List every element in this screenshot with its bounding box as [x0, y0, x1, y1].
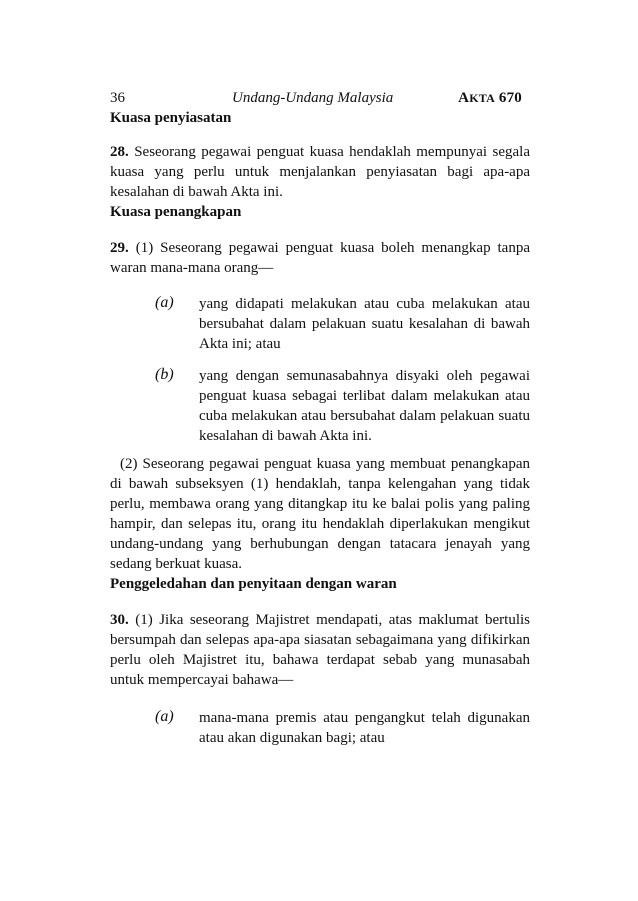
- book-title: Undang-Undang Malaysia: [232, 90, 394, 106]
- section-28-number: 28.: [110, 144, 129, 160]
- item-label: (b): [155, 366, 174, 383]
- act-word-small-caps: KTA: [469, 91, 495, 105]
- section-30-heading: Penggeledahan dan penyitaan dengan waran: [110, 576, 397, 592]
- act-word-first-letter: A: [458, 90, 470, 106]
- page-number: 36: [110, 90, 125, 106]
- section-30-item-a: [155, 708, 530, 748]
- section-29-heading: Kuasa penangkapan: [110, 204, 242, 220]
- item-label: (a): [155, 294, 174, 311]
- section-29-text: (1) Seseorang pegawai penguat kuasa boleh menangkap tanpa waran mana-mana orang—: [110, 240, 531, 276]
- section-30-body: [110, 610, 530, 690]
- document-page: [110, 88, 530, 748]
- section-29-subsection-2: (2) Seseorang pegawai penguat kuasa yang membuat penangkapan di bawah subseksyen (1) hendaklah, tanpa kelengahan yang tidak perlu, membawa orang yang ditangkap itu ke balai polis yang paling hampir, dan selepas itu, orang itu hendaklah diperlakukan mengikut undang-undang yang berhubungan dengan tatacara jenayah yang sedang berkuat kuasa.: [110, 456, 530, 572]
- section-28-text: Seseorang pegawai penguat kuasa hendaklah mempunyai segala kuasa yang perlu untuk menjalankan penyiasatan bagi apa-apa kesalahan di bawah Akta ini.: [110, 144, 530, 200]
- item-label: (a): [155, 708, 174, 725]
- item-text: mana-mana premis atau pengangkut telah digunakan atau akan digunakan bagi; atau: [199, 710, 530, 746]
- section-29-item-a: [155, 294, 530, 354]
- section-29-body: [110, 238, 530, 278]
- section-29-item-b: [155, 366, 530, 446]
- act-label: [458, 88, 522, 108]
- section-28-heading: Kuasa penyiasatan: [110, 110, 232, 126]
- section-29-number: 29.: [110, 240, 129, 256]
- item-text: yang dengan semunasabahnya disyaki oleh pegawai penguat kuasa sebagai terlibat dalam melakukan atau cuba melakukan atau bersubahat dalam pelakuan suatu kesalahan di bawah Akta ini.: [199, 368, 530, 444]
- section-28-body: [110, 142, 530, 202]
- item-text: yang didapati melakukan atau cuba melakukan atau bersubahat dalam pelakuan suatu kesalahan di bawah Akta ini; atau: [199, 296, 530, 352]
- section-30-text: (1) Jika seseorang Majistret mendapati, atas maklumat bertulis bersumpah dan selepas apa-apa siasatan sebagaimana yang difikirkan perlu oleh Majistret itu, bahawa terdapat sebab yang munasabah untuk mempercayai bahawa—: [110, 612, 531, 688]
- running-header: [110, 88, 530, 108]
- section-30-number: 30.: [110, 612, 129, 628]
- act-number: 670: [498, 90, 522, 106]
